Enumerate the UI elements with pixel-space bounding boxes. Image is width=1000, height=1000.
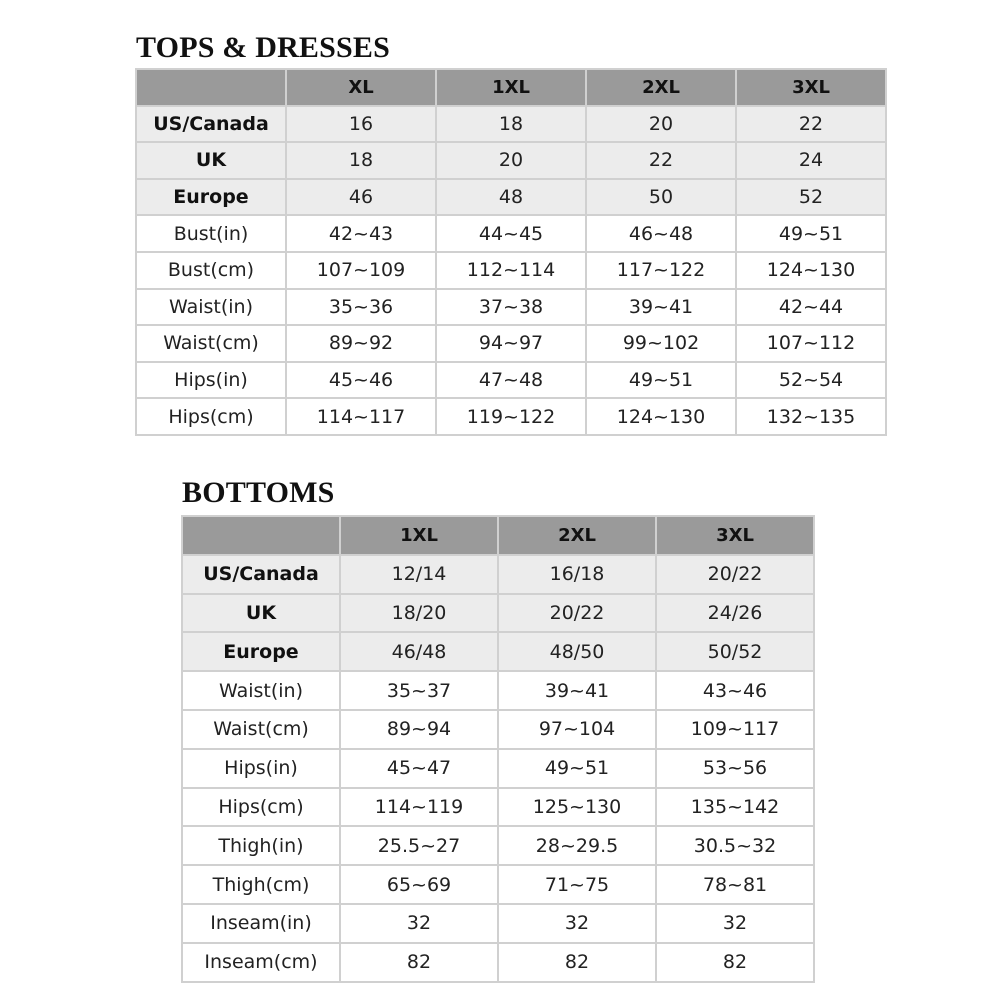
table-cell: 43~46	[656, 671, 814, 710]
table-row	[136, 215, 886, 252]
table-row	[136, 252, 886, 289]
table-cell: 12/14	[340, 555, 498, 594]
row-label: Waist(in)	[182, 671, 340, 710]
table-cell: 82	[656, 943, 814, 982]
row-label: Waist(in)	[136, 289, 286, 326]
table-row	[182, 632, 814, 671]
table-cell: 49~51	[586, 362, 736, 399]
table-cell: 48	[436, 179, 586, 216]
row-label: UK	[136, 142, 286, 179]
table-row	[182, 788, 814, 827]
table-cell: 52~54	[736, 362, 886, 399]
table-cell: 32	[656, 904, 814, 943]
table-row	[136, 106, 886, 143]
table-cell: 50	[586, 179, 736, 216]
table-cell: 39~41	[586, 289, 736, 326]
tops-size-table	[135, 68, 887, 436]
table-cell: 18	[436, 106, 586, 143]
table-cell: 16	[286, 106, 436, 143]
row-label: Hips(cm)	[136, 398, 286, 435]
table-row	[182, 865, 814, 904]
row-label: Hips(cm)	[182, 788, 340, 827]
table-row	[182, 710, 814, 749]
header-cell-size: 2XL	[586, 69, 736, 106]
table-cell: 107~112	[736, 325, 886, 362]
row-label: Bust(in)	[136, 215, 286, 252]
table-cell: 18/20	[340, 594, 498, 633]
row-label: Waist(cm)	[182, 710, 340, 749]
row-label: Inseam(in)	[182, 904, 340, 943]
table-cell: 94~97	[436, 325, 586, 362]
table-cell: 135~142	[656, 788, 814, 827]
table-cell: 37~38	[436, 289, 586, 326]
table-cell: 71~75	[498, 865, 656, 904]
table-cell: 28~29.5	[498, 826, 656, 865]
table-cell: 124~130	[736, 252, 886, 289]
table-row	[182, 671, 814, 710]
bottoms-size-table	[181, 515, 815, 983]
table-cell: 42~44	[736, 289, 886, 326]
table-cell: 35~37	[340, 671, 498, 710]
row-label: Hips(in)	[136, 362, 286, 399]
table-cell: 82	[340, 943, 498, 982]
header-cell-size: 3XL	[656, 516, 814, 555]
table-cell: 20/22	[656, 555, 814, 594]
table-cell: 89~94	[340, 710, 498, 749]
table-cell: 25.5~27	[340, 826, 498, 865]
row-label: US/Canada	[136, 106, 286, 143]
row-label: US/Canada	[182, 555, 340, 594]
table-cell: 20/22	[498, 594, 656, 633]
table-cell: 22	[736, 106, 886, 143]
table-cell: 125~130	[498, 788, 656, 827]
table-cell: 117~122	[586, 252, 736, 289]
table-row	[182, 943, 814, 982]
row-label: UK	[182, 594, 340, 633]
row-label: Thigh(in)	[182, 826, 340, 865]
table-row	[136, 142, 886, 179]
header-cell-size: XL	[286, 69, 436, 106]
table-row	[136, 289, 886, 326]
table-row	[136, 325, 886, 362]
table-cell: 109~117	[656, 710, 814, 749]
header-cell-size: 1XL	[436, 69, 586, 106]
table-cell: 42~43	[286, 215, 436, 252]
table-cell: 82	[498, 943, 656, 982]
header-row	[136, 69, 886, 106]
table-row	[182, 749, 814, 788]
table-cell: 124~130	[586, 398, 736, 435]
table-cell: 16/18	[498, 555, 656, 594]
table-cell: 50/52	[656, 632, 814, 671]
row-label: Thigh(cm)	[182, 865, 340, 904]
table-cell: 46	[286, 179, 436, 216]
table-cell: 32	[340, 904, 498, 943]
table-cell: 89~92	[286, 325, 436, 362]
table-cell: 20	[436, 142, 586, 179]
row-label: Hips(in)	[182, 749, 340, 788]
table-cell: 112~114	[436, 252, 586, 289]
table-cell: 65~69	[340, 865, 498, 904]
header-cell-size: 3XL	[736, 69, 886, 106]
bottoms-table-body	[182, 555, 814, 982]
table-row	[182, 594, 814, 633]
table-cell: 46~48	[586, 215, 736, 252]
table-cell: 114~119	[340, 788, 498, 827]
tops-table-body	[136, 106, 886, 435]
table-row	[136, 179, 886, 216]
table-cell: 32	[498, 904, 656, 943]
bottoms-title: BOTTOMS	[182, 476, 335, 509]
table-cell: 30.5~32	[656, 826, 814, 865]
table-cell: 119~122	[436, 398, 586, 435]
table-cell: 20	[586, 106, 736, 143]
table-row	[182, 904, 814, 943]
table-cell: 44~45	[436, 215, 586, 252]
table-cell: 49~51	[498, 749, 656, 788]
header-cell-corner	[182, 516, 340, 555]
table-cell: 132~135	[736, 398, 886, 435]
table-cell: 53~56	[656, 749, 814, 788]
row-label: Inseam(cm)	[182, 943, 340, 982]
tops-dresses-title: TOPS & DRESSES	[136, 31, 391, 64]
table-row	[136, 362, 886, 399]
header-row	[182, 516, 814, 555]
table-row	[182, 826, 814, 865]
table-cell: 24	[736, 142, 886, 179]
table-cell: 97~104	[498, 710, 656, 749]
table-row	[136, 398, 886, 435]
table-cell: 35~36	[286, 289, 436, 326]
header-cell-size: 1XL	[340, 516, 498, 555]
table-cell: 22	[586, 142, 736, 179]
table-cell: 45~46	[286, 362, 436, 399]
table-cell: 99~102	[586, 325, 736, 362]
table-cell: 78~81	[656, 865, 814, 904]
table-cell: 49~51	[736, 215, 886, 252]
row-label: Waist(cm)	[136, 325, 286, 362]
table-cell: 52	[736, 179, 886, 216]
table-cell: 39~41	[498, 671, 656, 710]
row-label: Bust(cm)	[136, 252, 286, 289]
table-cell: 24/26	[656, 594, 814, 633]
header-cell-corner	[136, 69, 286, 106]
row-label: Europe	[136, 179, 286, 216]
table-cell: 107~109	[286, 252, 436, 289]
table-cell: 46/48	[340, 632, 498, 671]
table-cell: 114~117	[286, 398, 436, 435]
header-cell-size: 2XL	[498, 516, 656, 555]
table-row	[182, 555, 814, 594]
table-cell: 48/50	[498, 632, 656, 671]
table-cell: 18	[286, 142, 436, 179]
table-cell: 45~47	[340, 749, 498, 788]
row-label: Europe	[182, 632, 340, 671]
table-cell: 47~48	[436, 362, 586, 399]
